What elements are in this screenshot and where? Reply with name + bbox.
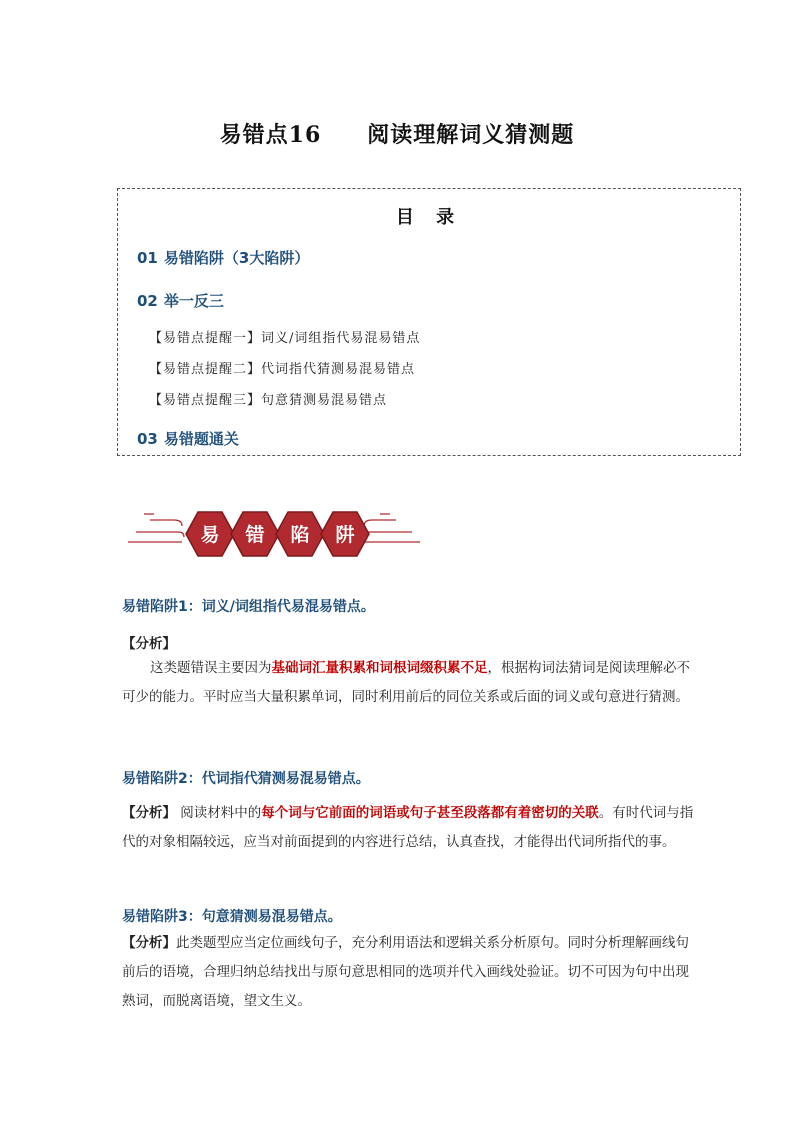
banner-char-3: 陷 (290, 524, 310, 546)
toc-section-03[interactable] (137, 428, 239, 449)
toc-section-01[interactable] (137, 247, 309, 268)
title-number: 易错点16 (219, 122, 322, 148)
section-banner (122, 498, 422, 570)
analysis-highlight: 每个词与它前面的词语或句子甚至段落都有着密切的关联 (261, 805, 599, 821)
toc-section-number: 03 (137, 430, 158, 448)
toc-heading: 目 录 (395, 207, 463, 228)
banner-char-1: 易 (200, 524, 220, 546)
trap-1-title: 易错陷阱1：词义/词组指代易混易错点。 (122, 599, 375, 615)
trap-2-analysis (122, 799, 702, 857)
banner-char-4: 阱 (335, 524, 355, 546)
banner-right-ornament (362, 514, 420, 542)
toc-section-02[interactable] (137, 290, 224, 311)
analysis-label: 【分析】 (122, 935, 176, 951)
trap-2-title: 易错陷阱2：代词指代猜测易混易错点。 (122, 771, 370, 787)
analysis-text: 此类题型应当定位画线句子，充分利用语法和逻辑关系分析原句。同时分析理解画线句前后的语境，合理归纳总结找出与原句意思相同的选项并代入画线处验证。切不可因为句中出现熟词，而脱离语境，望文生义。 (122, 935, 689, 1009)
analysis-text: 。有时代词与指代的对象相隔较远，应当对前面提到的内容进行总结，认真查找，才能得出代词所指代的事。 (122, 805, 694, 850)
analysis-text: ，根据构词法猜词是阅读理解必不可少的能力。平时应当大量积累单词，同时利用前后的同位关系或后面的词义或句意进行猜测。 (122, 660, 690, 705)
toc-subitem-3[interactable]: 【易错点提醒三】句意猜测易混易错点 (149, 393, 388, 408)
banner-char-2: 错 (245, 524, 265, 546)
toc-section-label: 易错题通关 (163, 430, 239, 448)
table-of-contents (117, 188, 741, 456)
analysis-text: 阅读材料中的 (176, 805, 262, 821)
analysis-label: 【分析】 (122, 636, 176, 652)
analysis-highlight: 基础词汇量积累和词根词缀积累不足 (271, 660, 488, 676)
toc-section-label: 易错陷阱（3大陷阱） (163, 249, 310, 267)
toc-subitem-2[interactable]: 【易错点提醒二】代词指代猜测易混易错点 (149, 362, 416, 377)
analysis-label: 【分析】 (122, 805, 176, 821)
trap-3-analysis (122, 929, 702, 1016)
toc-section-number: 02 (137, 292, 158, 310)
banner-left-ornament (128, 514, 184, 542)
trap-3-title: 易错陷阱3：句意猜测易混易错点。 (122, 909, 342, 925)
analysis-text: 这类题错误主要因为 (150, 660, 272, 676)
toc-section-number: 01 (137, 249, 158, 267)
toc-section-label: 举一反三 (163, 292, 224, 310)
trap-1-analysis (122, 654, 702, 712)
page-title (0, 118, 794, 149)
title-text: 阅读理解词义猜测题 (367, 122, 575, 148)
toc-subitem-1[interactable]: 【易错点提醒一】词义/词组指代易混易错点 (149, 331, 421, 346)
